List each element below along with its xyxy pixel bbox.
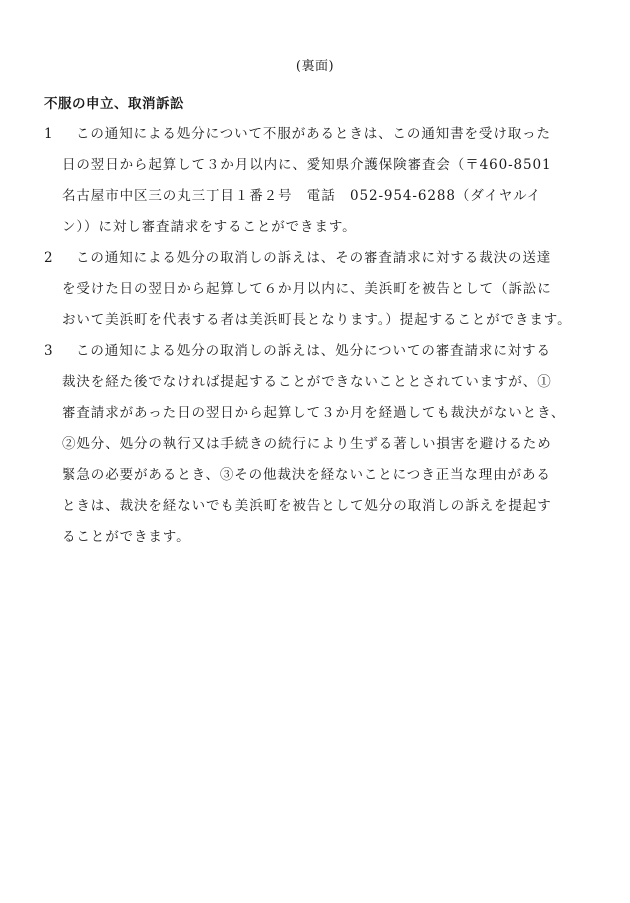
item-text-line: 審査請求があった日の翌日から起算して３か月を経過しても裁決がないとき、 xyxy=(62,405,566,421)
item-text-line: ②処分、処分の執行又は手続きの続行により生ずる著しい損害を避けるため xyxy=(62,436,552,452)
item-text-line: おいて美浜町を代表する者は美浜町長となります。）提起することができます。 xyxy=(62,312,572,328)
item-text-line: この通知による処分について不服があるときは、この通知書を受け取った xyxy=(76,126,551,142)
appeal-items-list xyxy=(44,119,589,553)
item-text xyxy=(44,119,589,243)
item-number: 1 xyxy=(44,126,53,142)
item-text-line: 名古屋市中区三の丸三丁目１番２号 電話 052-954-6288（ダイヤルイ xyxy=(62,188,542,204)
item-text xyxy=(44,243,589,336)
item-text-line: この通知による処分の取消しの訴えは、その審査請求に対する裁決の送達 xyxy=(76,250,552,266)
list-item xyxy=(44,243,589,336)
section-title: 不服の申立、取消訴訟 xyxy=(44,96,184,112)
item-text-line: 緊急の必要があるとき、③その他裁決を経ないことにつき正当な理由がある xyxy=(62,467,551,483)
item-number: 3 xyxy=(44,343,53,359)
item-text xyxy=(44,336,589,553)
item-number: 2 xyxy=(44,250,53,266)
list-item xyxy=(44,119,589,243)
item-text-line: ときは、裁決を経ないでも美浜町を被告として処分の取消しの訴えを提起す xyxy=(62,498,552,514)
item-text-line: ることができます。 xyxy=(62,529,191,545)
page-side-label: (裏面) xyxy=(295,59,335,74)
item-text-line: 日の翌日から起算して３か月以内に、愛知県介護保険審査会（〒460-8501 xyxy=(62,157,552,173)
item-text-line: を受けた日の翌日から起算して６か月以内に、美浜町を被告として（訴訟に xyxy=(62,281,552,297)
item-text-line: 裁決を経た後でなければ提起することができないこととされていますが、① xyxy=(62,374,552,390)
item-text-line: ン））に対し審査請求をすることができます。 xyxy=(62,219,357,235)
item-text-line: この通知による処分の取消しの訴えは、処分についての審査請求に対する xyxy=(76,343,551,359)
list-item xyxy=(44,336,589,553)
